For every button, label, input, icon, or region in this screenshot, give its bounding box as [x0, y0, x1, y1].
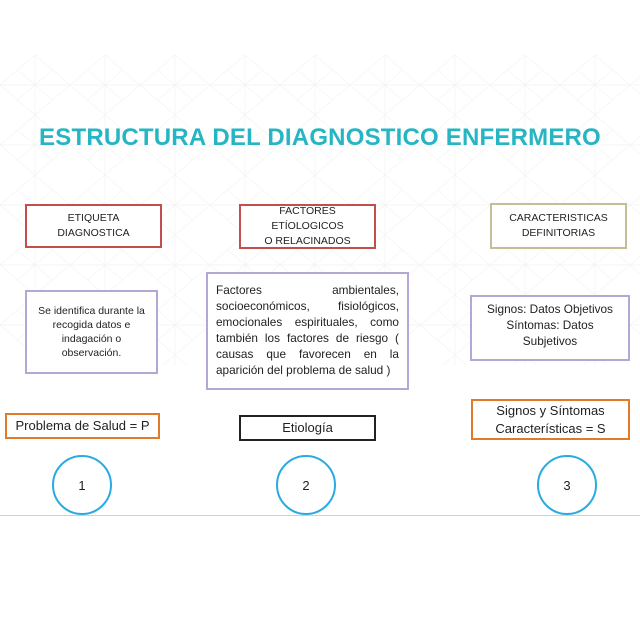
header-caracteristicas-definitorias: CARACTERISTICAS DEFINITORIAS — [490, 203, 627, 249]
result-etiologia: Etiología — [239, 415, 376, 441]
description-factores: Factores ambientales, socioeconómicos, fisiológicos, emocionales espirituales, como también los factores de riesgo ( causas que favorecen en la aparición del problema de salud ) — [206, 272, 409, 390]
step-circle-1: 1 — [52, 455, 112, 515]
step-circle-2: 2 — [276, 455, 336, 515]
description-etiqueta: Se identifica durante la recogida datos e indagación o observación. — [25, 290, 158, 374]
header-etiqueta-diagnostica: ETIQUETA DIAGNOSTICA — [25, 204, 162, 248]
bottom-divider — [0, 515, 640, 516]
diagram-title: ESTRUCTURA DEL DIAGNOSTICO ENFERMERO — [39, 124, 601, 151]
result-problema-de-salud: Problema de Salud = P — [5, 413, 160, 439]
result-signos-sintomas: Signos y Síntomas Características = S — [471, 399, 630, 440]
step-circle-3: 3 — [537, 455, 597, 515]
description-caracteristicas: Signos: Datos Objetivos Síntomas: Datos Subjetivos — [470, 295, 630, 361]
header-factores-etiologicos: FACTORES ETÍOLOGICOS O RELACINADOS — [239, 204, 376, 249]
